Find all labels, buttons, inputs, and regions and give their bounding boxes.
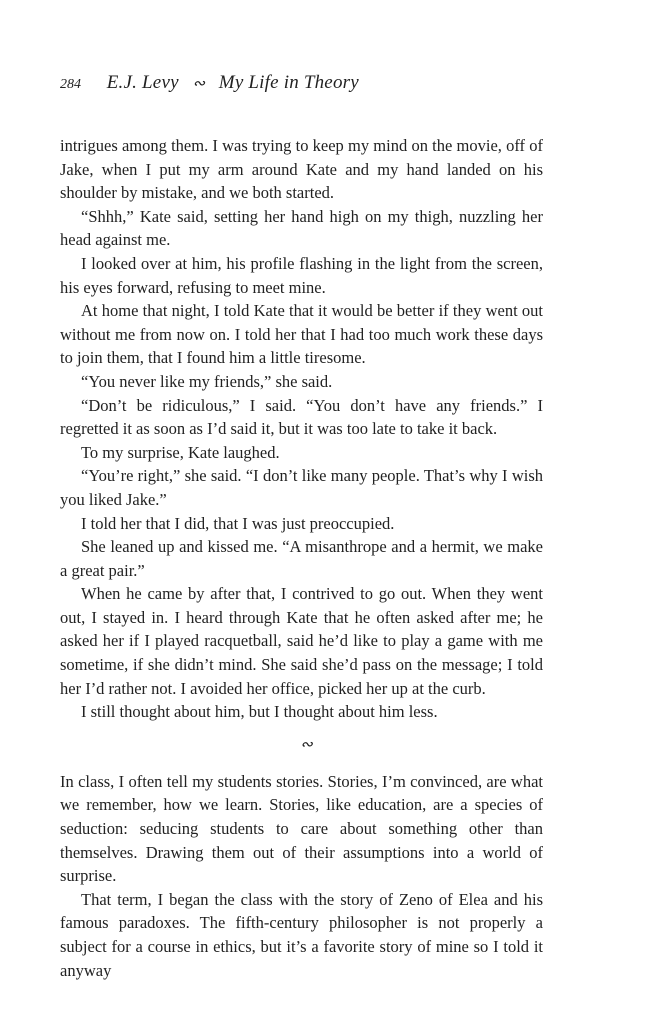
ornament-icon: ∾ xyxy=(192,76,206,92)
paragraph: “Shhh,” Kate said, setting her hand high on my thigh, nuzzling her head against me. xyxy=(60,206,543,250)
paragraph: That term, I began the class with the story of Zeno of Elea and his famous paradoxes. The fifth-century philosopher is not properly a subject for a course in ethics, but it’s a favorite story of mine so I told it anyway xyxy=(60,889,543,980)
paragraph: At home that night, I told Kate that it would be better if they went out without me from now on. I told her that I had too much work these days to join them, that I found him a little tiresome. xyxy=(60,301,543,368)
paragraph: She leaned up and kissed me. “A misanthrope and a hermit, we make a great pair.” xyxy=(60,537,543,580)
paragraph: I looked over at him, his profile flashing in the light from the screen, his eyes forward, refusing to meet mine. xyxy=(60,253,543,297)
paragraph: I told her that I did, that I was just preoccupied. xyxy=(81,513,395,533)
running-header-author: E.J. Levy xyxy=(106,72,179,93)
page-number: 284 xyxy=(60,77,81,92)
paragraph: I still thought about him, but I thought about him less. xyxy=(81,702,438,722)
running-header xyxy=(60,72,359,94)
paragraph: “You’re right,” she said. “I don’t like many people. That’s why I wish you liked Jake.” xyxy=(60,466,543,509)
paragraph: To my surprise, Kate laughed. xyxy=(81,442,280,462)
paragraph: When he came by after that, I contrived to go out. When they went out, I stayed in. I heard through Kate that he often asked after me; he asked her if I played racquetball, said he’d like to play a game with me sometime, if she didn’t mind. She said she’d pass on the message; I told her I’d rather not. I avoided her office, picked her up at the curb. xyxy=(60,584,543,698)
body-text xyxy=(60,134,543,982)
paragraph: intrigues among them. I was trying to keep my mind on the movie, off of Jake, when I put my arm around Kate and my hand landed on his shoulder by mistake, and we both started. xyxy=(60,136,543,203)
running-header-title: My Life in Theory xyxy=(218,72,359,93)
paragraph: “You never like my friends,” she said. xyxy=(81,371,333,391)
paragraph: “Don’t be ridiculous,” I said. “You don’t have any friends.” I regretted it as soon as I’d said it, but it was too late to take it back. xyxy=(60,395,543,439)
section-break-icon: ∾ xyxy=(300,736,313,753)
paragraph: In class, I often tell my students stories. Stories, I’m convinced, are what we remember, how we learn. Stories, like education, are a species of seduction: seducing students to care about something other than themselves. Drawing them out of their assumptions into a world of surprise. xyxy=(60,771,543,886)
